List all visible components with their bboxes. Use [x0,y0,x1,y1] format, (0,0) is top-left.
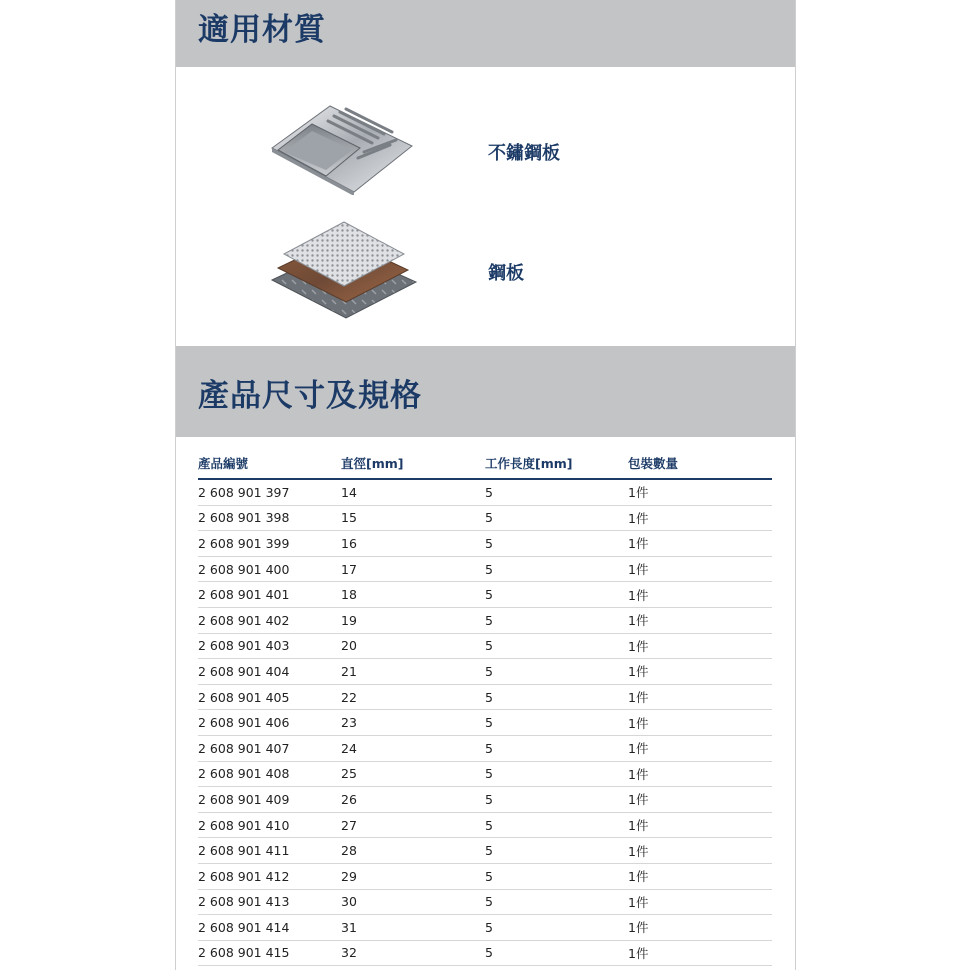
cell-part-number: 2 608 901 406 [198,710,341,736]
material-label-steel: 鋼板 [488,263,524,284]
cell-working-length: 5 [485,735,628,761]
table-row [198,915,772,941]
material-label-stainless-steel: 不鏽鋼板 [488,143,560,164]
table-row [198,787,772,813]
cell-package-qty: 1件 [628,633,772,659]
cell-part-number: 2 608 901 410 [198,812,341,838]
cell-working-length: 5 [485,505,628,531]
table-row [198,735,772,761]
cell-package-qty: 1件 [628,940,772,966]
cell-part-number: 2 608 901 413 [198,889,341,915]
cell-package-qty: 1件 [628,684,772,710]
cell-diameter: 28 [341,838,485,864]
stainless-steel-sink-icon [268,100,418,195]
specs-title: 產品尺寸及規格 [198,378,422,414]
cell-diameter: 17 [341,556,485,582]
header-working-length: 工作長度[mm] [485,448,628,479]
cell-working-length: 5 [485,556,628,582]
cell-package-qty: 1件 [628,659,772,685]
materials-header-band [176,0,795,67]
cell-diameter: 21 [341,659,485,685]
cell-diameter: 25 [341,761,485,787]
cell-package-qty: 1件 [628,915,772,941]
table-row [198,531,772,557]
cell-part-number: 2 608 901 402 [198,607,341,633]
cell-working-length: 5 [485,633,628,659]
cell-part-number: 2 608 901 398 [198,505,341,531]
cell-diameter: 20 [341,633,485,659]
cell-diameter: 31 [341,915,485,941]
cell-part-number: 2 608 901 414 [198,915,341,941]
cell-package-qty: 1件 [628,838,772,864]
cell-working-length: 5 [485,889,628,915]
cell-working-length: 5 [485,863,628,889]
cell-package-qty: 1件 [628,479,772,505]
cell-package-qty: 1件 [628,607,772,633]
cell-diameter: 16 [341,531,485,557]
table-row [198,889,772,915]
cell-package-qty: 1件 [628,787,772,813]
cell-working-length: 5 [485,710,628,736]
cell-part-number: 2 608 901 415 [198,940,341,966]
cell-part-number: 2 608 901 411 [198,838,341,864]
cell-working-length: 5 [485,940,628,966]
cell-part-number: 2 608 901 405 [198,684,341,710]
cell-working-length: 5 [485,607,628,633]
table-row [198,607,772,633]
cell-package-qty: 1件 [628,761,772,787]
table-row [198,684,772,710]
cell-part-number: 2 608 901 403 [198,633,341,659]
cell-working-length: 5 [485,684,628,710]
steel-sheet-stack-icon [270,218,418,322]
cell-part-number: 2 608 901 408 [198,761,341,787]
cell-package-qty: 1件 [628,556,772,582]
cell-working-length: 5 [485,582,628,608]
cell-diameter: 23 [341,710,485,736]
cell-package-qty: 1件 [628,735,772,761]
cell-diameter: 29 [341,863,485,889]
cell-diameter: 14 [341,479,485,505]
table-row [198,761,772,787]
header-diameter: 直徑[mm] [341,448,485,479]
cell-diameter: 15 [341,505,485,531]
specs-header-band [176,346,795,437]
table-row [198,479,772,505]
materials-title: 適用材質 [198,12,326,48]
cell-part-number: 2 608 901 400 [198,556,341,582]
cell-package-qty: 1件 [628,505,772,531]
cell-part-number: 2 608 901 409 [198,787,341,813]
cell-working-length: 5 [485,787,628,813]
cell-diameter: 22 [341,684,485,710]
cell-diameter: 26 [341,787,485,813]
header-part-number: 產品編號 [198,448,341,479]
header-package-qty: 包裝數量 [628,448,772,479]
cell-part-number: 2 608 901 407 [198,735,341,761]
table-row [198,940,772,966]
cell-diameter: 24 [341,735,485,761]
spec-table-header-row [198,448,772,479]
cell-part-number: 2 608 901 401 [198,582,341,608]
cell-part-number: 2 608 901 412 [198,863,341,889]
table-row [198,838,772,864]
cell-working-length: 5 [485,531,628,557]
cell-diameter: 32 [341,940,485,966]
cell-working-length: 5 [485,659,628,685]
cell-package-qty: 1件 [628,710,772,736]
table-row [198,659,772,685]
cell-working-length: 5 [485,479,628,505]
cell-part-number: 2 608 901 404 [198,659,341,685]
table-row [198,633,772,659]
cell-working-length: 5 [485,812,628,838]
cell-working-length: 5 [485,761,628,787]
cell-package-qty: 1件 [628,812,772,838]
cell-diameter: 18 [341,582,485,608]
cell-part-number: 2 608 901 397 [198,479,341,505]
cell-package-qty: 1件 [628,531,772,557]
cell-package-qty: 1件 [628,582,772,608]
cell-working-length: 5 [485,838,628,864]
cell-diameter: 30 [341,889,485,915]
cell-package-qty: 1件 [628,889,772,915]
cell-working-length: 5 [485,915,628,941]
table-row [198,863,772,889]
table-row [198,556,772,582]
cell-diameter: 27 [341,812,485,838]
table-row [198,812,772,838]
product-spec-sheet [175,0,796,970]
table-row [198,710,772,736]
table-row [198,505,772,531]
cell-package-qty: 1件 [628,863,772,889]
spec-table [198,448,772,966]
table-row [198,582,772,608]
cell-part-number: 2 608 901 399 [198,531,341,557]
cell-diameter: 19 [341,607,485,633]
